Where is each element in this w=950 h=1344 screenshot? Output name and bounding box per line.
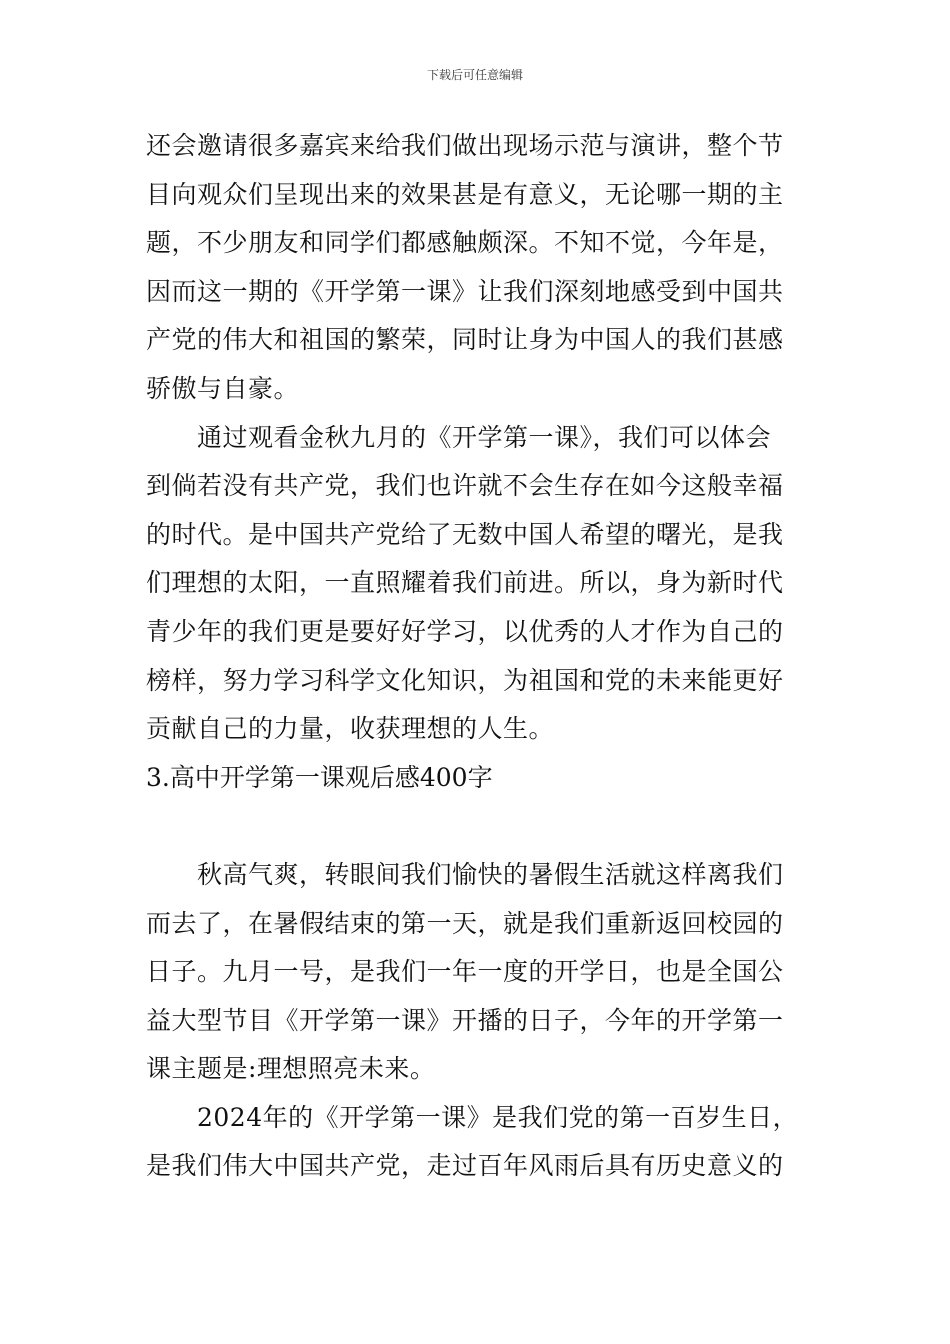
- page-header: 下载后可任意编辑: [426, 68, 523, 82]
- text-line: 而去了，在暑假结束的第一天，就是我们重新返回校园的: [146, 908, 784, 938]
- section-heading: 3.高中开学第一课观后感400字: [146, 762, 493, 792]
- text-line: 骄傲与自豪。: [146, 373, 300, 403]
- paragraph-start: 秋高气爽，转眼间我们愉快的暑假生活就这样离我们: [197, 859, 784, 889]
- text-line: 们理想的太阳，一直照耀着我们前进。所以，身为新时代: [146, 568, 784, 598]
- text-line: 课主题是:理想照亮未来。: [146, 1054, 436, 1084]
- text-line: 日子。九月一号，是我们一年一度的开学日，也是全国公: [146, 957, 784, 987]
- text-line: 题，不少朋友和同学们都感触颇深。不知不觉，今年是，: [146, 228, 784, 258]
- text-line: 益大型节目《开学第一课》开播的日子，今年的开学第一: [146, 1005, 784, 1035]
- paragraph-start: 通过观看金秋九月的《开学第一课》，我们可以体会: [197, 422, 772, 452]
- text-line: 因而这一期的《开学第一课》让我们深刻地感受到中国共: [146, 276, 784, 306]
- text-line: 还会邀请很多嘉宾来给我们做出现场示范与演讲，整个节: [146, 131, 784, 160]
- text-line: 目向观众们呈现出来的效果甚是有意义，无论哪一期的主: [146, 179, 784, 209]
- text-line: 的时代。是中国共产党给了无数中国人希望的曙光，是我: [146, 519, 784, 549]
- text-line: 是我们伟大中国共产党，走过百年风雨后具有历史意义的: [146, 1151, 784, 1181]
- text-line: 产党的伟大和祖国的繁荣，同时让身为中国人的我们甚感: [146, 325, 784, 355]
- blank-line: [146, 802, 808, 851]
- paragraph-start: 2024年的《开学第一课》是我们党的第一百岁生日，: [197, 1102, 799, 1132]
- text-line: 榜样，努力学习科学文化知识，为祖国和党的未来能更好: [146, 665, 784, 695]
- text-line: 到倘若没有共产党，我们也许就不会生存在如今这般幸福: [146, 471, 784, 501]
- text-line: 青少年的我们更是要好好学习，以优秀的人才作为自己的: [146, 616, 784, 646]
- text-line: 贡献自己的力量，收获理想的人生。: [146, 714, 555, 744]
- document-body: [146, 122, 808, 1191]
